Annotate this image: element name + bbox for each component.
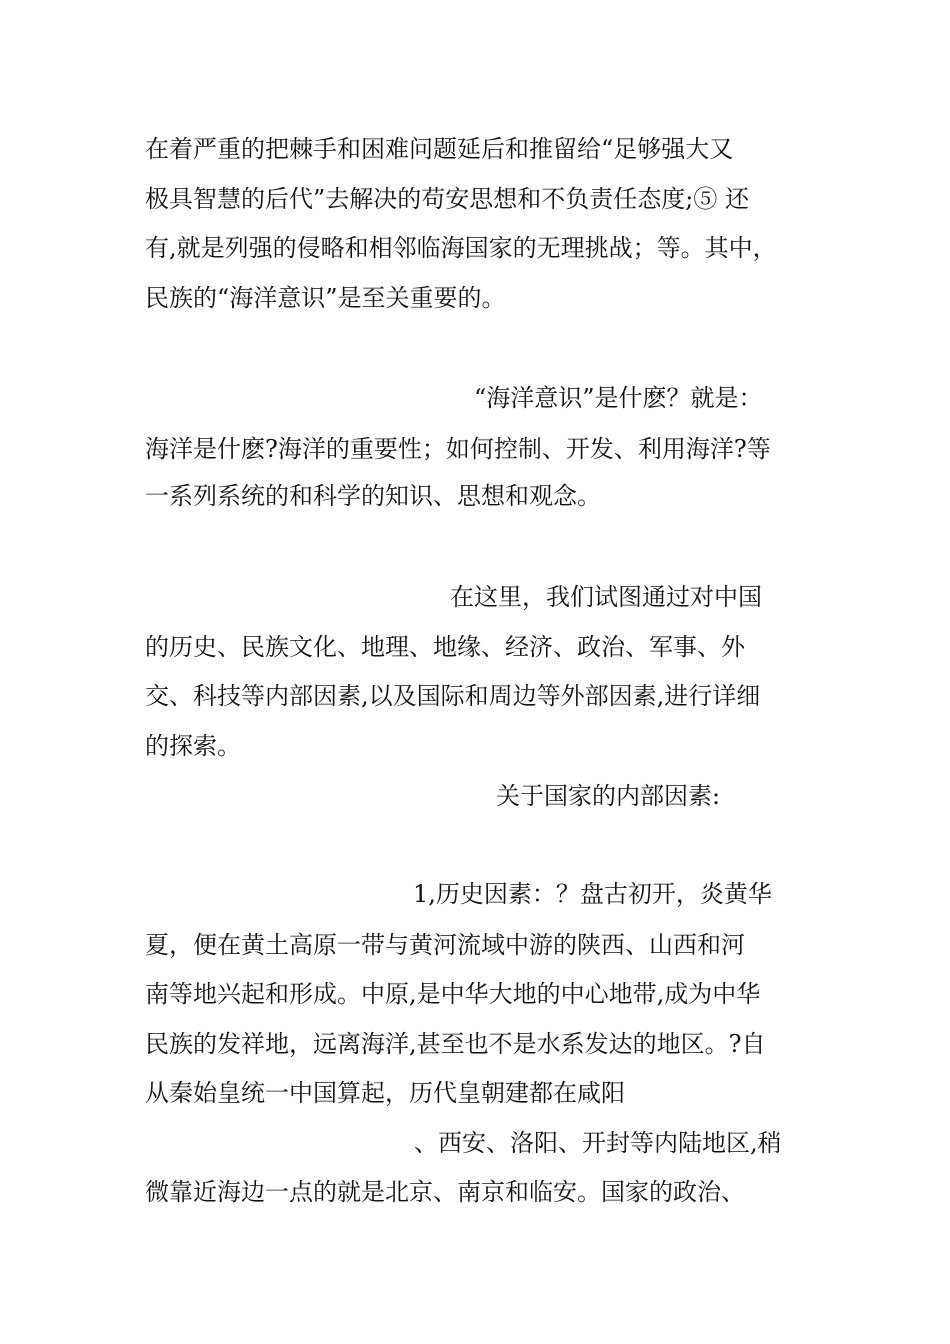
text-line: 的探索。 — [145, 732, 241, 760]
text-line: 有,就是列强的侵略和相邻临海国家的无理挑战；等。其中， — [145, 234, 777, 262]
text-line: 1,历史因素：？盘古初开，炎黄华 — [413, 880, 772, 908]
text-line: 海洋是什麽?海洋的重要性；如何控制、开发、利用海洋?等 — [145, 435, 771, 463]
text-line: 从秦始皇统一中国算起，历代皇朝建都在咸阳 — [145, 1079, 625, 1107]
text-line: 的历史、民族文化、地理、地缘、经济、政治、军事、外 — [145, 633, 745, 661]
text-line: 一系列系统的和科学的知识、思想和观念。 — [145, 482, 601, 510]
text-line: 微靠近海边一点的就是北京、南京和临安。国家的政治、 — [145, 1178, 745, 1206]
text-line: 在着严重的把棘手和困难问题延后和推留给“足够强大又 — [145, 135, 734, 163]
text-line: 夏，便在黄土高原一带与黄河流域中游的陕西、山西和河 — [145, 931, 745, 959]
section-heading: 关于国家的内部因素: — [496, 782, 721, 810]
text-line: 在这里，我们试图通过对中国 — [450, 583, 762, 611]
text-line: 极具智慧的后代”去解决的苟安思想和不负责任态度;⑤ 还 — [145, 185, 749, 213]
text-line: 民族的“海洋意识”是至关重要的。 — [145, 284, 506, 312]
text-line: “海洋意识”是什麽？就是： — [474, 384, 763, 412]
text-line: 、西安、洛阳、开封等内陆地区,稍 — [414, 1129, 782, 1157]
text-line: 交、科技等内部因素,以及国际和周边等外部因素,进行详细 — [145, 682, 761, 710]
text-line: 南等地兴起和形成。中原,是中华大地的中心地带,成为中华 — [145, 980, 761, 1008]
text-line: 民族的发祥地，远离海洋,甚至也不是水系发达的地区。?自 — [145, 1030, 766, 1058]
